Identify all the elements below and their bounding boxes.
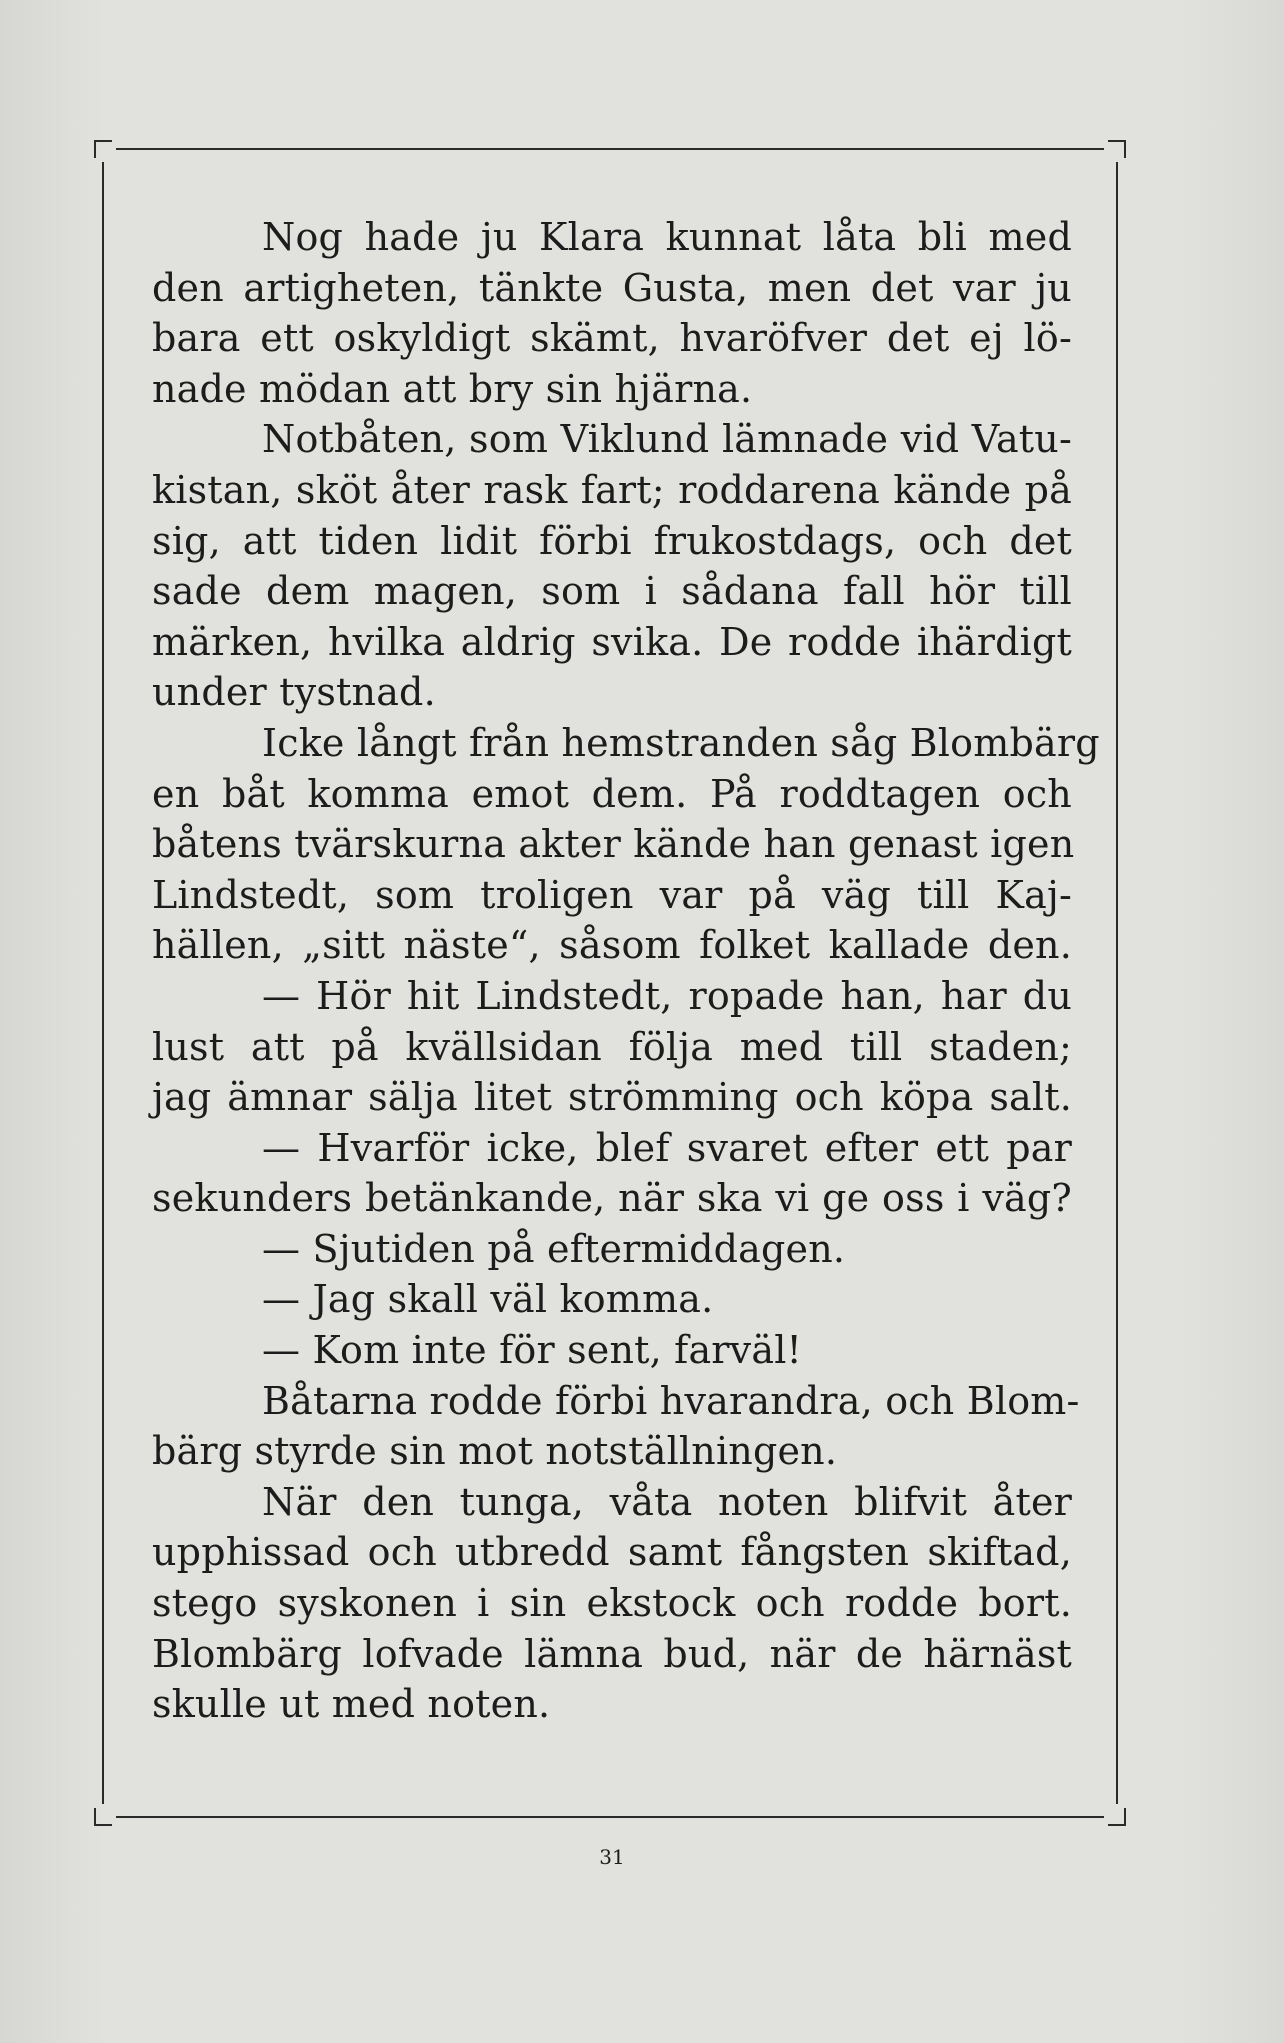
text-line: under tystnad. <box>152 670 436 715</box>
text-line: sekunders betänkande, när ska vi ge oss i väg? <box>152 1176 1072 1221</box>
border-top <box>116 148 1104 150</box>
text-line: När den tunga, våta noten blifvit åter <box>262 1479 1072 1524</box>
text-line: sig, att tiden lidit förbi frukostdags, och det <box>152 518 1072 563</box>
border-right <box>1116 162 1118 1804</box>
text-line: Blombärg lofvade lämna bud, när de härnäst <box>152 1631 1072 1676</box>
page-number: 31 <box>599 1845 625 1869</box>
text-line: Nog hade ju Klara kunnat låta bli med <box>262 215 1072 259</box>
text-line: — Hör hit Lindstedt, ropade han, har du <box>262 973 1072 1018</box>
text-line: sade dem magen, som i sådana fall hör till <box>152 569 1072 614</box>
text-line: — Sjutiden på eftermiddagen. <box>262 1226 846 1271</box>
text-line: båtens tvärskurna akter kände han genast igen <box>152 822 1075 867</box>
text-line: skulle ut med noten. <box>152 1682 551 1727</box>
corner-ornament-bottom-right <box>1108 1808 1126 1826</box>
text-line: — Hvarför icke, blef svaret efter ett par <box>262 1125 1072 1170</box>
text-line: Notbåten, som Viklund lämnade vid Vatu- <box>262 417 1072 462</box>
text-line: lust att på kvällsidan följa med till staden; <box>152 1024 1072 1069</box>
text-line: Lindstedt, som troligen var på väg till Kaj- <box>152 872 1072 917</box>
body-text <box>152 212 1100 1730</box>
text-line: märken, hvilka aldrig svika. De rodde ihärdigt <box>152 619 1072 664</box>
text-line: bara ett oskyldigt skämt, hvaröfver det ej lö- <box>152 316 1072 361</box>
text-line: Icke långt från hemstranden såg Blombärg <box>262 720 1100 765</box>
text-line: bärg styrde sin mot notställningen. <box>152 1429 838 1474</box>
text-line: hällen, „sitt näste“, såsom folket kallade den. <box>152 923 1072 968</box>
border-left <box>102 162 104 1804</box>
text-line: — Jag skall väl komma. <box>262 1277 714 1322</box>
text-line: jag ämnar sälja litet strömming och köpa salt. <box>152 1075 1072 1120</box>
text-line: kistan, sköt åter rask fart; roddarena kände på <box>152 467 1072 512</box>
text-line: en båt komma emot dem. På roddtagen och <box>152 771 1072 816</box>
text-line: den artigheten, tänkte Gusta, men det var ju <box>152 265 1072 310</box>
text-line: Båtarna rodde förbi hvarandra, och Blom- <box>262 1378 1080 1423</box>
border-bottom <box>116 1816 1104 1818</box>
text-line: upphissad och utbredd samt fångsten skiftad, <box>152 1530 1072 1575</box>
corner-ornament-top-left <box>94 140 112 158</box>
text-line: stego syskonen i sin ekstock och rodde bort. <box>152 1581 1072 1626</box>
text-line: — Kom inte för sent, farväl! <box>262 1328 803 1373</box>
corner-ornament-bottom-left <box>94 1808 112 1826</box>
corner-ornament-top-right <box>1108 140 1126 158</box>
text-line: nade mödan att bry sin hjärna. <box>152 366 753 411</box>
